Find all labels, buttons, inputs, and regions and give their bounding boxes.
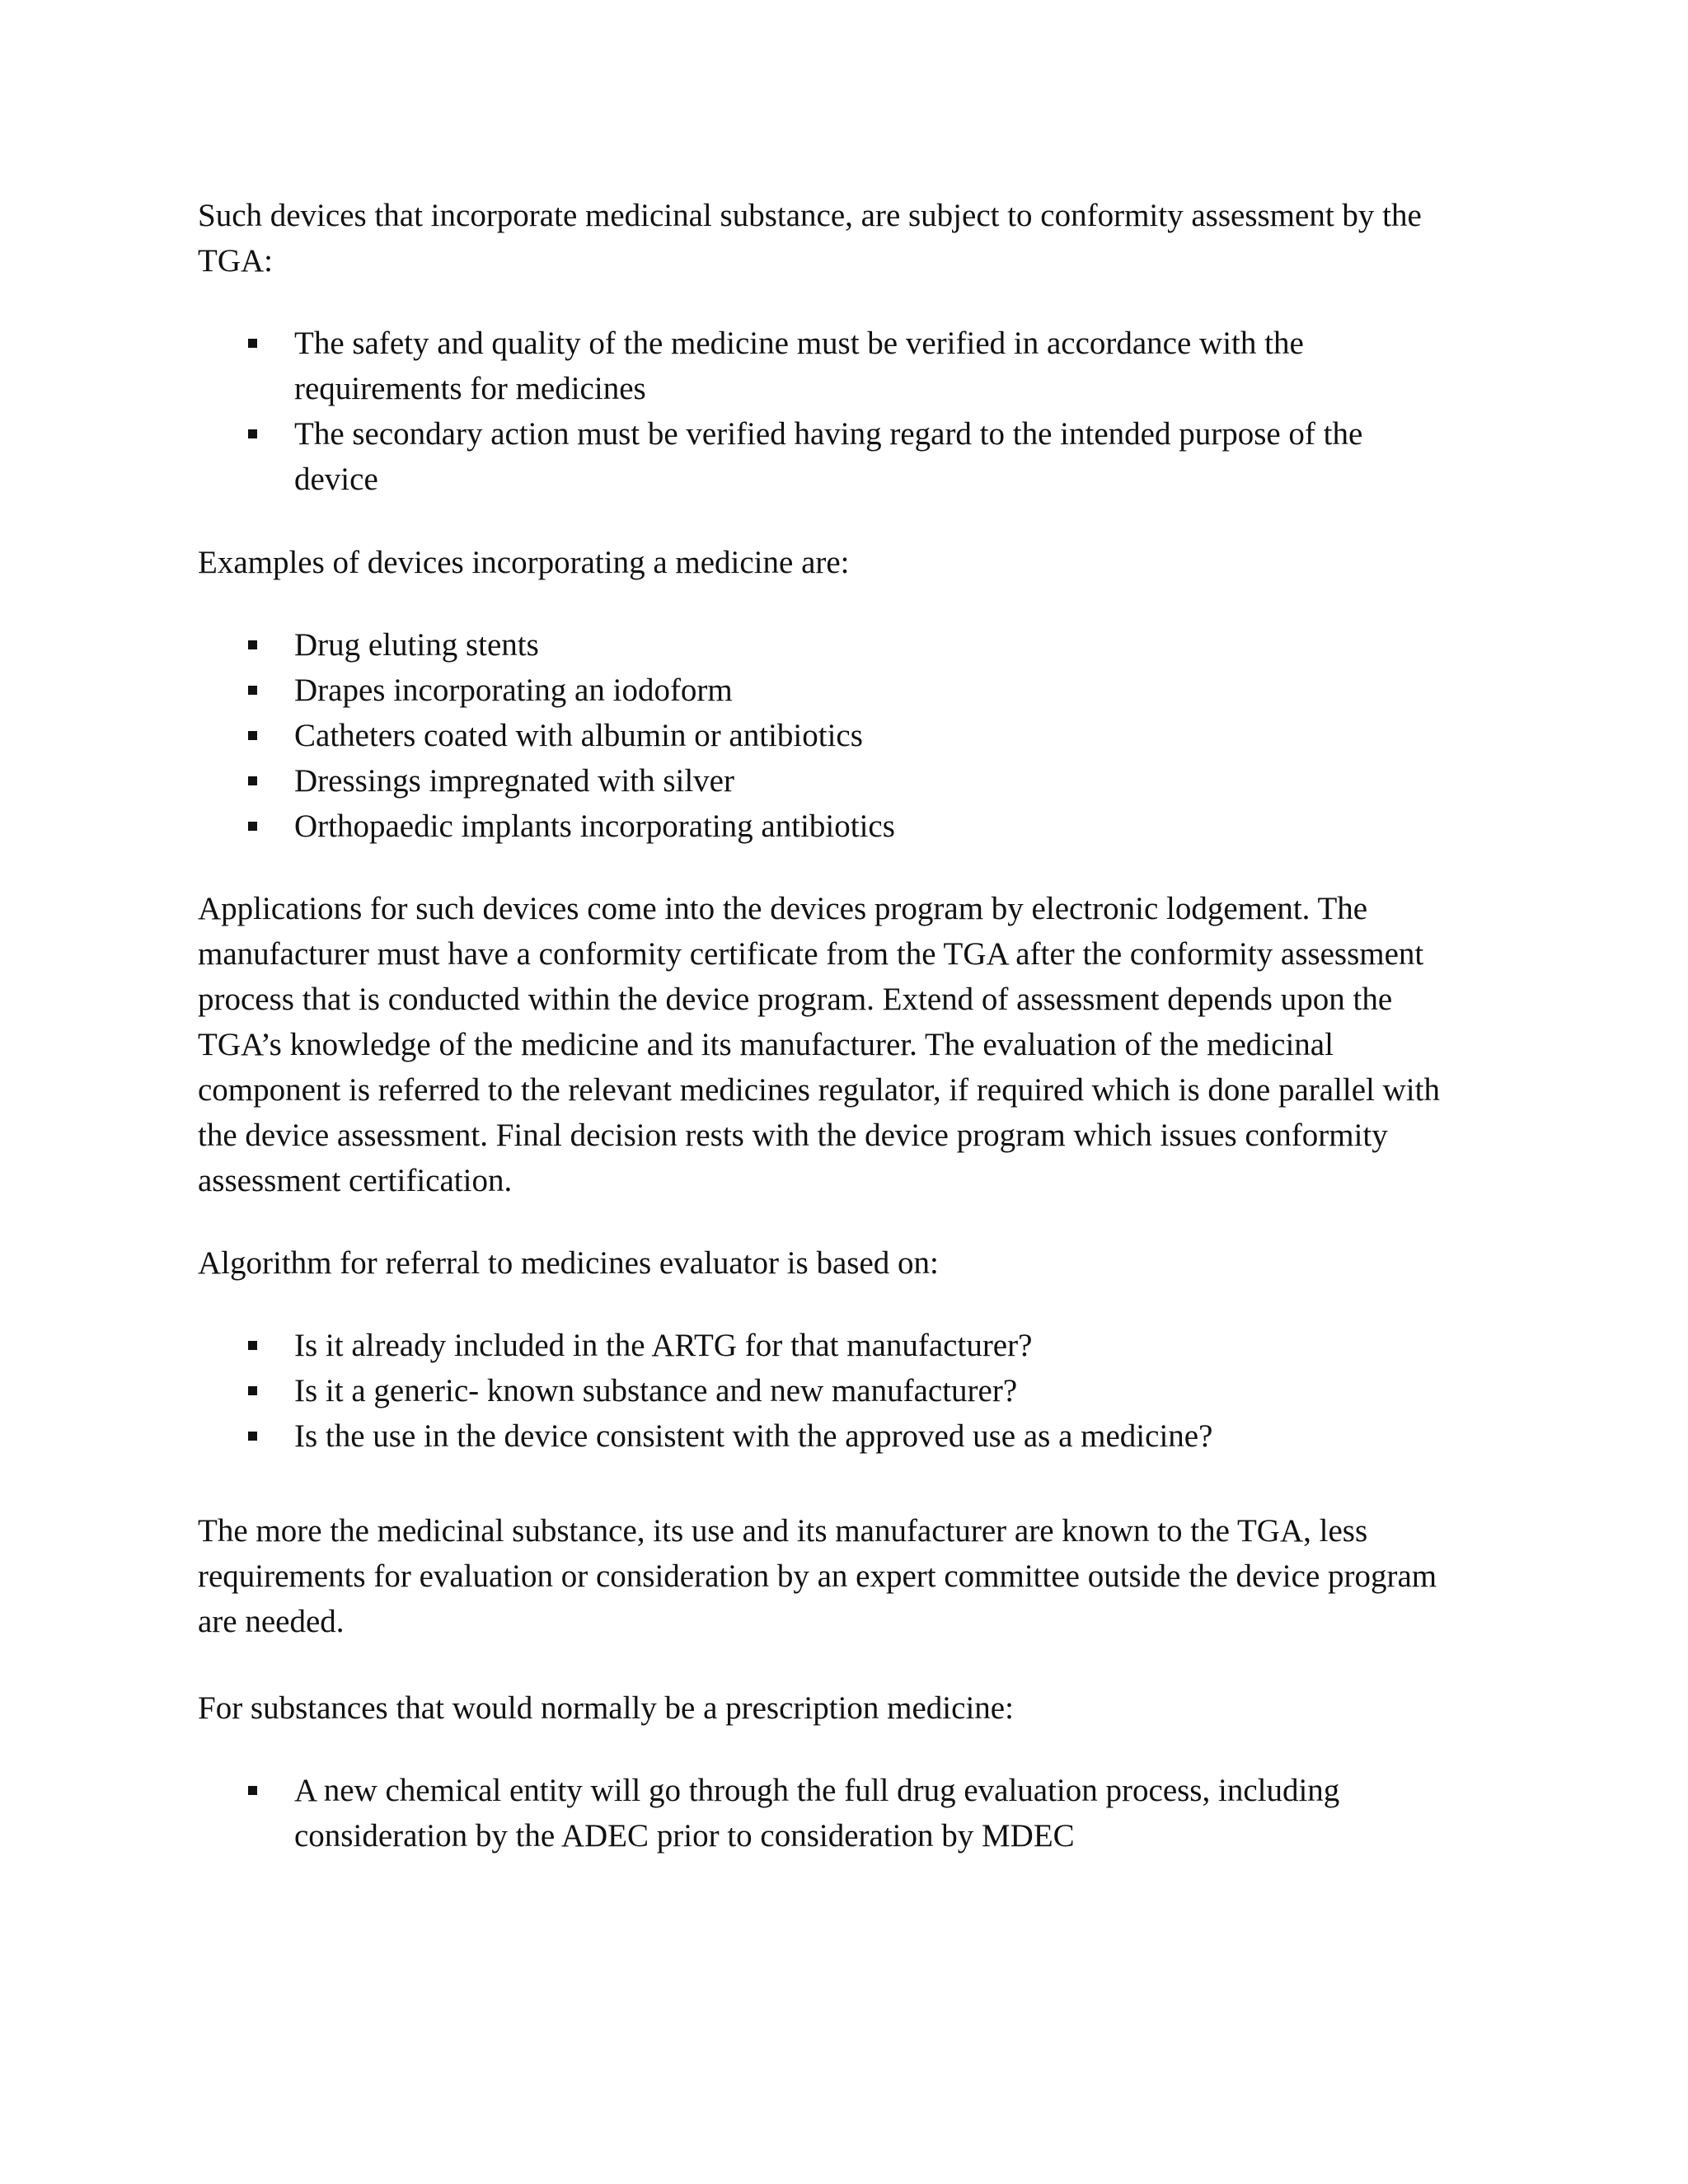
list-item-text: Is it already included in the ARTG for that manufacturer? [294, 1328, 1033, 1363]
verification-requirements-list [294, 321, 1448, 502]
bullet-icon [248, 1786, 257, 1795]
list-item [294, 1368, 1448, 1413]
list-item [294, 622, 1448, 668]
list-item-text: Is the use in the device consistent with the approved use as a medicine? [294, 1418, 1213, 1454]
algorithm-heading-paragraph: Algorithm for referral to medicines evaluator is based on: [198, 1245, 939, 1281]
bullet-icon [248, 686, 257, 695]
examples-heading-paragraph: Examples of devices incorporating a medicine are: [198, 545, 850, 580]
list-item-text: Drug eluting stents [294, 627, 539, 663]
list-item-text: The safety and quality of the medicine must be verified in accordance with the requirements for medicines [294, 326, 1304, 406]
list-item-text: The secondary action must be verified having regard to the intended purpose of the device [294, 416, 1363, 497]
bullet-icon [248, 1386, 257, 1395]
prescription-heading-paragraph: For substances that would normally be a prescription medicine: [198, 1690, 1014, 1726]
list-item-text: Drapes incorporating an iodoform [294, 673, 733, 708]
list-item [294, 713, 1448, 758]
bullet-icon [248, 339, 257, 348]
bullet-icon [248, 1432, 257, 1441]
list-item [294, 1768, 1448, 1858]
list-item-text: Is it a generic- known substance and new manufacturer? [294, 1373, 1018, 1408]
referral-criteria-list [294, 1323, 1448, 1459]
bullet-icon [248, 429, 257, 438]
list-item-text: Dressings impregnated with silver [294, 763, 734, 799]
list-item-text: A new chemical entity will go through the full drug evaluation process, including consideration by the ADEC prior to consideration by MDEC [294, 1773, 1340, 1854]
applications-paragraph: Applications for such devices come into the devices program by electronic lodgement. The manufacturer must have a conformity certificate from the TGA after the conformity assessment process that is conducted within the device program. Extend of assessment depends upon the TGA’s knowledge of the medicine and its manufacturer. The evaluation of the medicinal component is referred to the relevant medicines regulator, if required which is done parallel with the device assessment. Final decision rests with the device program which issues conformity assessment certification. [198, 891, 1440, 1198]
list-item [294, 411, 1448, 502]
list-item [294, 804, 1448, 849]
list-item [294, 1413, 1448, 1459]
list-item [294, 1323, 1448, 1368]
list-item [294, 668, 1448, 713]
bullet-icon [248, 640, 257, 649]
knowledge-paragraph: The more the medicinal substance, its use and its manufacturer are known to the TGA, less requirements for evaluation or consideration by an expert committee outside the device program are needed. [198, 1513, 1437, 1639]
bullet-icon [248, 822, 257, 831]
list-item [294, 758, 1448, 804]
list-item-text: Orthopaedic implants incorporating antibiotics [294, 808, 895, 844]
bullet-icon [248, 1341, 257, 1350]
bullet-icon [248, 776, 257, 785]
device-examples-list [294, 622, 1448, 849]
list-item [294, 321, 1448, 411]
list-item-text: Catheters coated with albumin or antibiotics [294, 718, 863, 753]
bullet-icon [248, 731, 257, 740]
prescription-rules-list [294, 1768, 1448, 1858]
intro-paragraph: Such devices that incorporate medicinal substance, are subject to conformity assessment by the TGA: [198, 198, 1422, 279]
